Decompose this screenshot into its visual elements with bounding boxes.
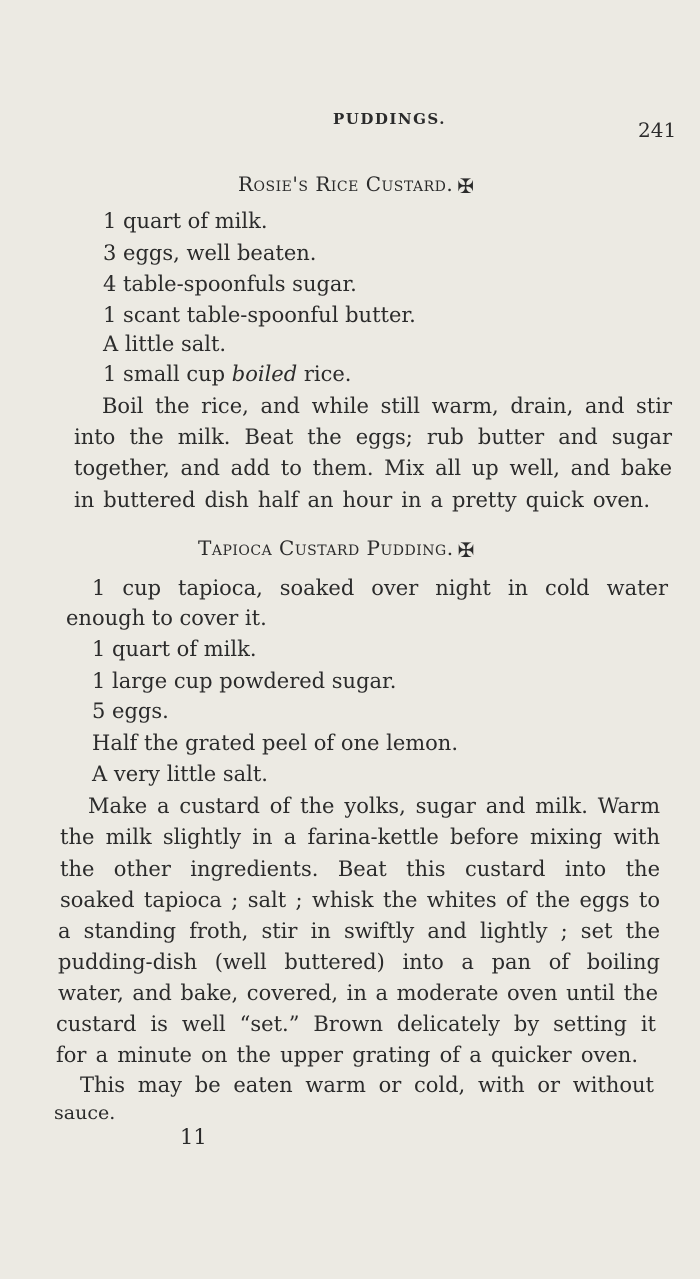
ingredient-line: A very little salt. (92, 762, 268, 786)
signature-mark: 11 (180, 1125, 207, 1149)
recipe-title-text: Tapioca Custard Pudding. (198, 536, 454, 560)
ingredient-line: 1 large cup powdered sugar. (92, 669, 397, 693)
direction-line: for a minute on the upper grating of a quicker oven. (56, 1043, 638, 1067)
ingredient-line: 1 scant table-spoonful butter. (103, 303, 416, 327)
direction-line: Make a custard of the yolks, sugar and milk. Warm (88, 794, 660, 818)
direction-line: the milk slightly in a farina-kettle before mixing with (60, 825, 660, 849)
ingredient-line: 3 eggs, well beaten. (103, 241, 317, 265)
cross-icon: ✠ (457, 174, 475, 198)
ingredient-line: 1 cup tapioca, soaked over night in cold water (92, 576, 668, 600)
running-header: PUDDINGS. (333, 110, 446, 128)
direction-line: into the milk. Beat the eggs; rub butter and sugar (74, 425, 672, 449)
ingredient-line-boiled-rice (103, 360, 351, 388)
recipe-title-tapioca-custard (198, 536, 475, 562)
direction-line: pudding-dish (well buttered) into a pan of boiling (58, 950, 660, 974)
direction-line: in buttered dish half an hour in a pretty quick oven. (74, 488, 650, 512)
direction-line: custard is well “set.” Brown delicately by setting it (56, 1012, 656, 1036)
ingredient-line: 1 quart of milk. (103, 209, 268, 233)
ingredient-line: enough to cover it. (66, 606, 267, 630)
recipe-title-rice-custard (238, 172, 474, 198)
note-line: This may be eaten warm or cold, with or without (80, 1073, 654, 1097)
note-line: sauce. (54, 1102, 116, 1124)
ingredient-italic: boiled (231, 362, 298, 386)
ingredient-line: 1 quart of milk. (92, 637, 257, 661)
cross-icon: ✠ (457, 538, 475, 562)
ingredient-text: 1 small cup (103, 362, 232, 386)
ingredient-line: A little salt. (103, 332, 227, 356)
recipe-title-text: Rosie's Rice Custard. (238, 172, 454, 196)
ingredient-text: rice. (297, 362, 352, 386)
direction-line: Boil the rice, and while still warm, drain, and stir (102, 394, 672, 418)
ingredient-line: Half the grated peel of one lemon. (92, 731, 459, 755)
direction-line: a standing froth, stir in swiftly and lightly ; set the (58, 919, 660, 943)
direction-line: soaked tapioca ; salt ; whisk the whites of the eggs to (60, 888, 660, 912)
direction-line: together, and add to them. Mix all up well, and bake (74, 456, 672, 480)
ingredient-line: 5 eggs. (92, 699, 169, 723)
page-number: 241 (638, 118, 677, 142)
direction-line: the other ingredients. Beat this custard into the (60, 857, 660, 881)
ingredient-line: 4 table-spoonfuls sugar. (103, 272, 357, 296)
direction-line: water, and bake, covered, in a moderate oven until the (58, 981, 658, 1005)
